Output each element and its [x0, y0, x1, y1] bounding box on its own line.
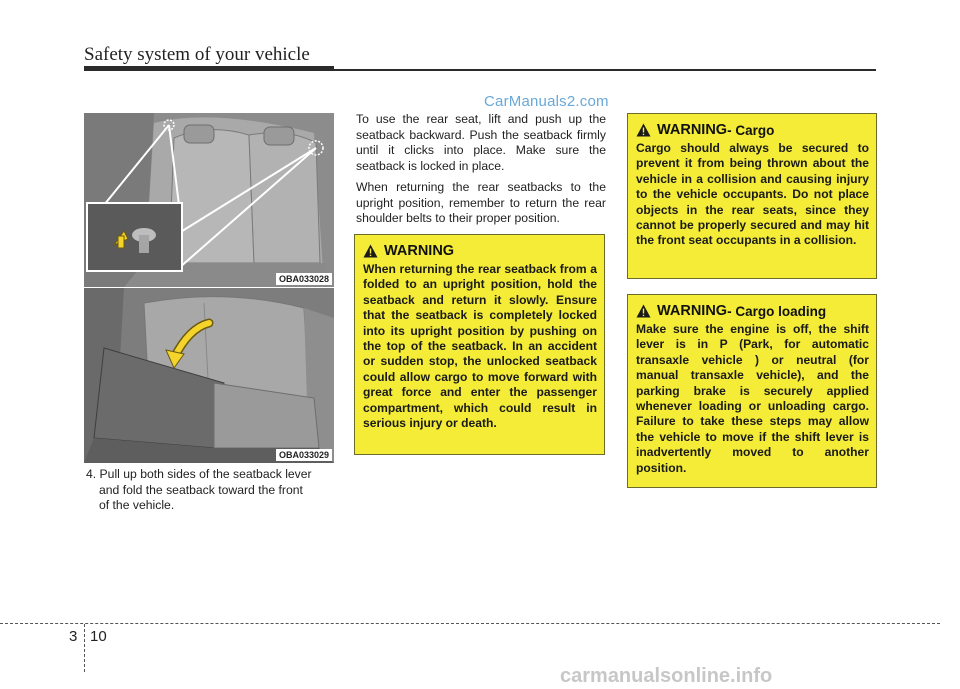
- folded-seat-illustration: [84, 288, 334, 463]
- warning-title: WARNING: [384, 243, 455, 259]
- step-line-1: 4. Pull up both sides of the seatback lever: [86, 467, 312, 481]
- step-4-text: [86, 467, 336, 514]
- warning-triangle-icon: [363, 244, 378, 258]
- header-rule-thin: [334, 69, 876, 71]
- photo-code-label: OBA033028: [276, 273, 332, 285]
- step-line-3: of the vehicle.: [99, 498, 175, 512]
- page-number: 10: [90, 628, 107, 645]
- footer-dashed-divider: [84, 624, 85, 672]
- header-rule-thick: [84, 66, 334, 71]
- warning-title: WARNING: [657, 303, 728, 319]
- folded-seatback-photo: [84, 288, 334, 463]
- warning-header: [363, 243, 597, 259]
- footer-dashed-rule: [0, 623, 940, 624]
- warning-box-seatback: [354, 234, 605, 455]
- warning-subtitle: - Cargo loading: [727, 303, 827, 319]
- warning-title: WARNING: [657, 122, 728, 138]
- chapter-number: 3: [69, 628, 78, 645]
- rear-seat-lever-photo: [84, 113, 334, 287]
- warning-header: [636, 122, 869, 138]
- body-text: [356, 112, 606, 233]
- warning-header: [636, 303, 869, 319]
- warning-text: When returning the rear seatback from a folded to an upright position, hold the seatback and return it slowly. Ensure that the seatback is completely locked into its upright position by pushing on the top of the seatback. In an accident or sudden stop, the unlocked seatback could allow cargo to move forward with great force and enter the passenger compartment, which could result in serious injury or death.: [363, 262, 597, 431]
- watermark-top[interactable]: CarManuals2.com: [484, 93, 609, 110]
- warning-triangle-icon: [636, 123, 651, 137]
- warning-box-cargo: [627, 113, 877, 279]
- warning-text: Make sure the engine is off, the shift lever is in P (Park, for automatic transaxle vehicle ) or neutral (for manual transaxle vehicle), and the parking brake is securely applied whenever loading or unloading cargo. Failure to take these steps may allow the vehicle to move if the shift lever is inadvertently moved to another position.: [636, 322, 869, 475]
- watermark-bottom[interactable]: carmanualsonline.info: [560, 665, 773, 687]
- warning-box-cargo-loading: [627, 294, 877, 488]
- photo-code-label: OBA033029: [276, 449, 332, 461]
- warning-subtitle: - Cargo: [727, 122, 775, 138]
- step-line-2: and fold the seatback toward the front: [99, 482, 303, 497]
- rear-seat-illustration: [84, 113, 334, 287]
- body-paragraph-2: When returning the rear seatbacks to the upright position, remember to return the rear shoulder belts to their proper position.: [356, 180, 606, 225]
- warning-triangle-icon: [636, 304, 651, 318]
- warning-text: Cargo should always be secured to prevent it from being thrown about the vehicle in a collision and causing injury to the vehicle occupants. Do not place objects in the rear seats, since they cannot be properly secured and may hit the front seat occupants in a collision.: [636, 141, 869, 248]
- page-header-title: Safety system of your vehicle: [84, 44, 310, 65]
- body-paragraph-1: To use the rear seat, lift and push up the seatback backward. Push the seatback firmly until it clicks into place. Make sure the seatback is locked in place.: [356, 112, 606, 173]
